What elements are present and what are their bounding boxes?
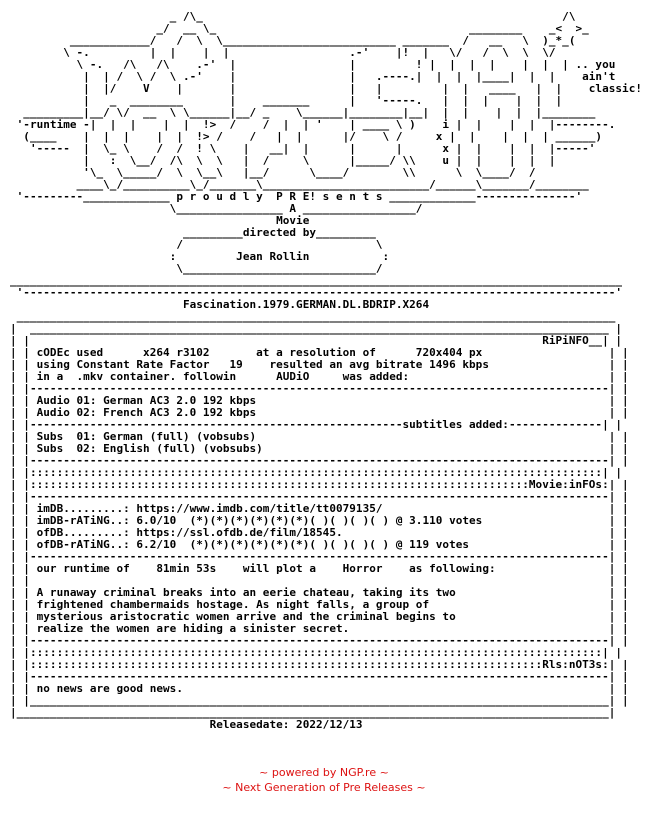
tagline-text: ~ Next Generation of Pre Releases ~ — [222, 781, 426, 794]
footer — [0, 765, 648, 795]
nfo-ascii-document: _ /\_ /\ _/ __ \_ ________ _< >_ ____________/ / \ \__________________________ _______ / __ \ )_*_( \ -. | | | | .-' |! | \/ / \ \ \/ \ -. /\ /\ .-' | | ! | | | | | | | .. you | | / \ / \ .-' | | .----.| | | |____| | | ain't | |/ V | | | | | | ____ | | classic! | _ ________ | _______ | '-----. | | | | | | _________|__/ \/ __ \ \______|__/ _ \______|________|__| | | | | |________ '-runtime -| | | | | !> / / | | ' | ____ \ ) i | | | | |--------. (____ | | | | | !> / / | | |/ \ / x | | | | | ______) '----- | \_ \ / / ! \ | __| | | | x | | | | |-----' | : \__/ /\ \ \ | / \ |_____/ \\ u | | | | | '\_ \_____/ \ \__\ |__/ \____/ \\ \ \____/ / ____\_/__________\_/_______\_________________________/______\_______/________ '---------_____________ p r o u d l y P R E! s e n t s _____________---------------' \________________ A _________________/ Movie _________directed by_________ / \ : Jean Rollin : \_____________________________/ ____________________________________________________________________________________________ '-----------------------------------------------------------------------------------------' Fascination.1979.GERMAN.DL.BDRIP.X264 __________________________________________________________________________________________ | _______________________________________________________________________________________ | | | RiPiNFO__| | | | cODEc used x264 r3102 at a resolution of 720x404 px | | | | using Constant Rate Factor 19 resulted an avg bitrate 1496 kbps | | | | in a .mkv container. followin AUDiO was added: | | | |---------------------------------------------------------------------------------------| | | | Audio 01: German AC3 2.0 192 kbps | | | | Audio 02: French AC3 2.0 192 kbps | | | |--------------------------------------------------------subtitles added:--------------| | | | Subs 01: German (full) (vobsubs) | | | | Subs 02: English (full) (vobsubs) | | | |---------------------------------------------------------------------------------------| | | |::::::::::::::::::::::::::::::::::::::::::::::::::::::::::::::::::::::::::::::::::::::| | | |:::::::::::::::::::::::::::::::::::::::::::::::::::::::::::::::::::::::::::Movie:inFOs:| | | |---------------------------------------------------------------------------------------| | | | imDB.........: https://www.imdb.com/title/tt0079135/ | | | | imDB-rATiNG..: 6.0/10 (*)(*)(*)(*)(*)(*)( )( )( )( ) @ 3.110 votes | | | | ofDB.........: https://ssl.ofdb.de/film/18545. | | | | ofDB-rATiNG..: 6.2/10 (*)(*)(*)(*)(*)(*)( )( )( )( ) @ 119 votes | | | |---------------------------------------------------------------------------------------| | | | our runtime of 81min 53s will plot a Horror as following: | | | | | | | | A runaway criminal breaks into an eerie chateau, taking its two | | | | frightened chambermaids hostage. As night falls, a group of | | | | mysterious aristocratic women arrive and the criminal begins to | | | | realize the women are hiding a sinister secret. | | | |---------------------------------------------------------------------------------------| | | |::::::::::::::::::::::::::::::::::::::::::::::::::::::::::::::::::::::::::::::::::::::| | | |:::::::::::::::::::::::::::::::::::::::::::::::::::::::::::::::::::::::::::::Rls:nOT3s:| | | |---------------------------------------------------------------------------------------| | | | no news are good news. | | | |_______________________________________________________________________________________| | |_________________________________________________________________________________________| Releasedate: 2022/12/13 — [10, 10, 642, 731]
powered-by-text: ~ powered by NGP.re ~ — [259, 766, 389, 779]
